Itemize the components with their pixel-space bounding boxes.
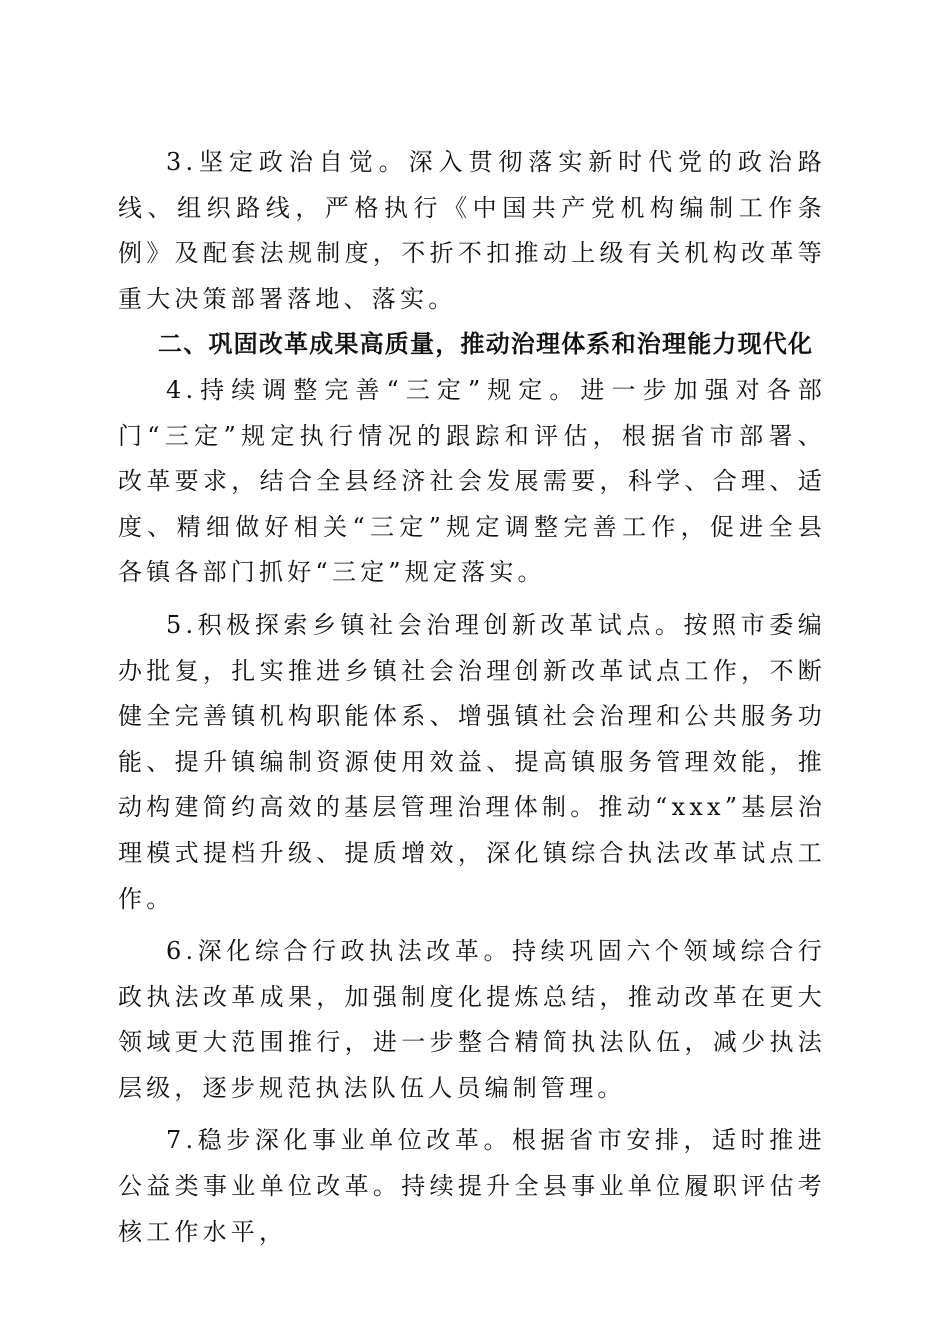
paragraph-item-6: 6.深化综合行政执法改革。持续巩固六个领域综合行政执法改革成果，加强制度化提炼总结，推动改革在更大领域更大范围推行，进一步整合精简执法队伍，减少执法层级，逐步规范执法队伍人员编制管理。: [118, 937, 826, 1102]
section-heading-2: 二、巩固改革成果高质量，推动治理体系和治理能力现代化: [158, 330, 814, 359]
paragraph-item-4: 4.持续调整完善“三定”规定。进一步加强对各部门“三定”规定执行情况的跟踪和评估，根据省市部署、改革要求，结合全县经济社会发展需要，科学、合理、适度、精细做好相关“三定”规定调整完善工作，促进全县各镇各部门抓好“三定”规定落实。: [118, 375, 826, 587]
paragraph-item-5: 5.积极探索乡镇社会治理创新改革试点。按照市委编办批复，扎实推进乡镇社会治理创新改革试点工作，不断健全完善镇机构职能体系、增强镇社会治理和公共服务功能、提升镇编制资源使用效益、提高镇服务管理效能，推动构建简约高效的基层管理治理体制。推动“xxx”基层治理模式提档升级、提质增效，深化镇综合执法改革试点工作。: [118, 610, 826, 913]
paragraph-item-7: 7.稳步深化事业单位改革。根据省市安排，适时推进公益类事业单位改革。持续提升全县事业单位履职评估考核工作水平，: [118, 1126, 826, 1246]
paragraph-item-3: 3.坚定政治自觉。深入贯彻落实新时代党的政治路线、组织路线，严格执行《中国共产党机构编制工作条例》及配套法规制度，不折不扣推动上级有关机构改革等重大决策部署落地、落实。: [118, 148, 826, 313]
document-body: [118, 140, 826, 1255]
